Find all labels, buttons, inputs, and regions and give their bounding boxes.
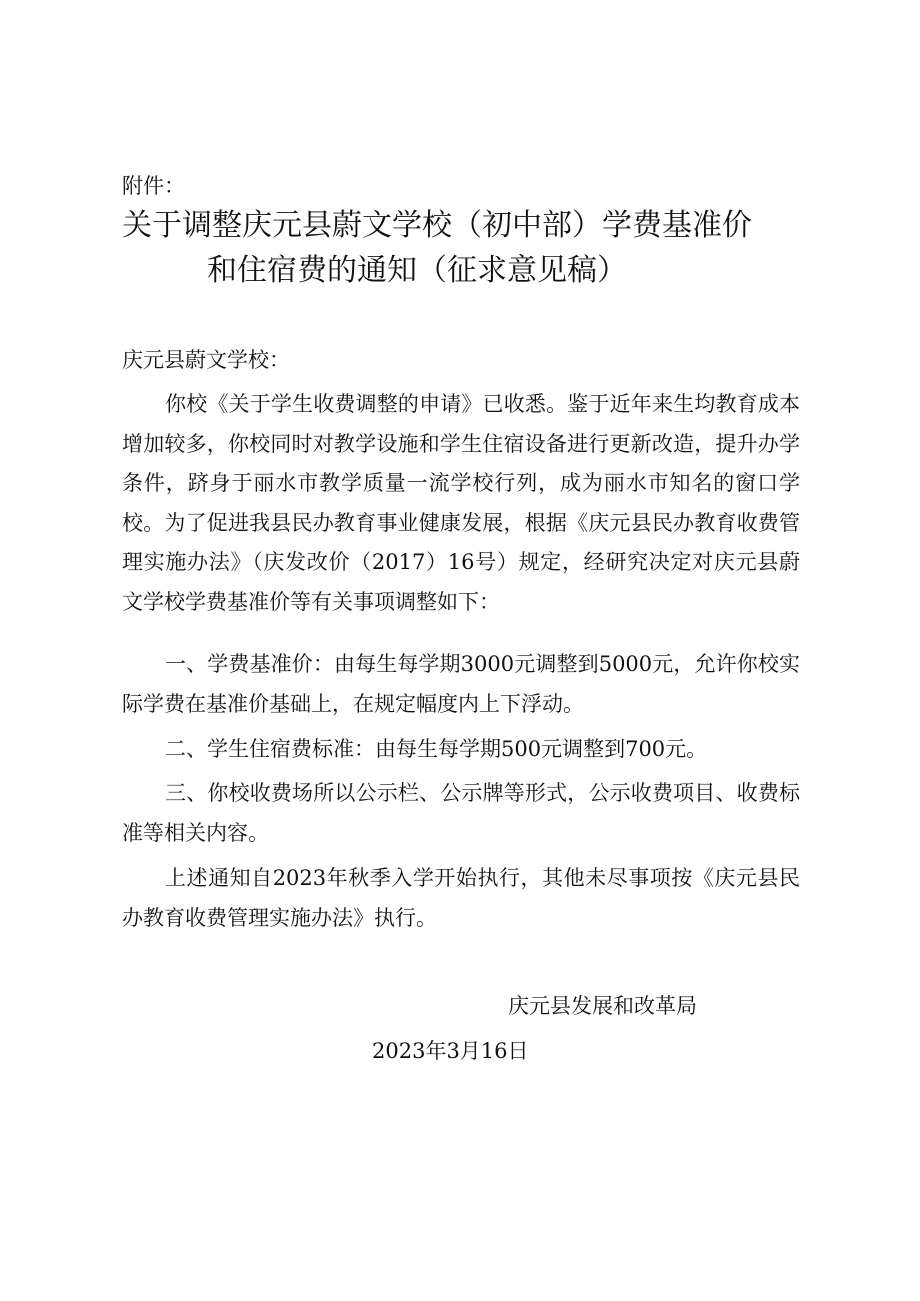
issuer-signature: 庆元县发展和改革局 [508, 994, 697, 1018]
paragraph-dormitory-item: 二、学生住宿费标准：由每生每学期500元调整到700元。 [165, 737, 708, 761]
paragraph-intro: 你校《关于学生收费调整的申请》已收悉。鉴于近年来生均教育成本增加较多，你校同时对教学设施和学生住宿设备进行更新改造，提升办学条件，跻身于丽水市教学质量一流学校行列，成为丽水市知名的窗口学校。为了促进我县民办教育事业健康发展，根据《庆元县民办教育收费管理实施办法》（庆发改价（2017）16号）规定，经研究决定对庆元县蔚文学校学费基准价等有关事项调整如下： [122, 392, 800, 614]
document-title-line-2: 和住宿费的通知（征求意见稿） [207, 253, 627, 288]
paragraph-publicity-item: 三、你校收费场所以公示栏、公示牌等形式，公示收费项目、收费标准等相关内容。 [122, 781, 800, 845]
attachment-label: 附件： [122, 174, 185, 198]
paragraph-closing: 上述通知自2023年秋季入学开始执行，其他未尽事项按《庆元县民办教育收费管理实施办法》执行。 [122, 866, 800, 930]
issue-date: 2023年3月16日 [372, 1039, 529, 1063]
salutation: 庆元县蔚文学校： [122, 348, 290, 372]
paragraph-tuition-item: 一、学费基准价：由每生每学期3000元调整到5000元，允许你校实际学费在基准价基础上，在规定幅度内上下浮动。 [122, 652, 800, 716]
document-title-line-1: 关于调整庆元县蔚文学校（初中部）学费基准价 [122, 208, 752, 243]
